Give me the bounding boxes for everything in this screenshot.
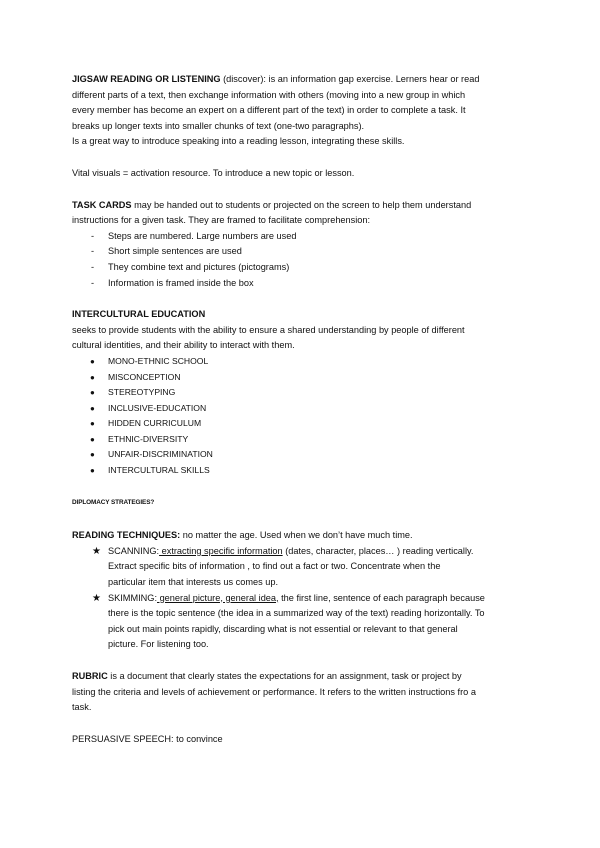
task-cards-title: TASK CARDS [72, 199, 132, 210]
task-cards-list [72, 229, 532, 291]
list-item [72, 370, 532, 386]
jigsaw-paragraph-line: breaks up longer texts into smaller chunks of text (one-two paragraphs). [72, 120, 365, 131]
jigsaw-title: JIGSAW READING OR LISTENING [72, 74, 221, 84]
list-item-text: They combine text and pictures (pictograms) [108, 261, 290, 272]
intercultural-list [72, 354, 532, 479]
bullet-icon: ● [90, 450, 95, 460]
list-item-text: INTERCULTURAL SKILLS [108, 465, 210, 476]
dash-marker: - [91, 246, 95, 257]
reading-intro-line [72, 528, 532, 544]
bullet-icon: ● [90, 434, 95, 444]
bullet-icon: ● [90, 372, 95, 382]
bullet-icon: ● [90, 388, 95, 398]
scanning-item [72, 544, 532, 591]
list-item-text: Steps are numbered. Large numbers are used [108, 230, 297, 241]
task-cards-line [72, 198, 532, 214]
list-item-text: INCLUSIVE-EDUCATION [108, 402, 207, 413]
list-item [72, 260, 532, 276]
bullet-icon: ● [90, 419, 95, 429]
list-item-text: STEREOTYPING [108, 387, 176, 398]
jigsaw-text: (discover): is an information gap exercise. Lerners hear or read [220, 74, 480, 84]
intercultural-section [72, 307, 532, 479]
list-item-text: ETHNIC-DIVERSITY [108, 433, 189, 444]
skimming-line: picture. For listening too. [108, 639, 209, 650]
scanning-underlined: extracting specific information [159, 545, 283, 556]
intercultural-line: cultural identities, and their ability to interact with them. [72, 340, 295, 351]
list-item [72, 385, 532, 401]
bullet-icon: ● [90, 403, 95, 413]
list-item-text: MISCONCEPTION [108, 371, 181, 382]
rubric-title: RUBRIC [72, 671, 108, 681]
rubric-line: task. [72, 702, 92, 713]
task-cards-line: instructions for a given task. They are framed to facilitate comprehension: [72, 215, 371, 226]
list-item-text: Information is framed inside the box [108, 277, 254, 288]
jigsaw-paragraph-line [72, 72, 532, 88]
rubric-line [72, 669, 532, 685]
task-cards-text: may be handed out to students or projected on the screen to help them understand [131, 199, 472, 210]
skimming-line: pick out main points rapidly, discarding what is not essential or relevant to that general [108, 623, 458, 634]
diplomacy-heading: DIPLOMACY STRATEGIES? [72, 498, 155, 506]
scanning-line: Extract specific bits of information , to find out a fact or two. Concentrate when the [108, 561, 441, 572]
dash-marker: - [91, 277, 95, 288]
list-item-text: Short simple sentences are used [108, 246, 242, 257]
reading-title: READING TECHNIQUES: [72, 530, 181, 541]
jigsaw-paragraph-line: Is a great way to introduce speaking into a reading lesson, integrating these skills. [72, 136, 405, 147]
star-icon: ★ [92, 545, 101, 557]
star-icon: ★ [92, 592, 101, 604]
list-item [72, 447, 532, 463]
list-item [72, 244, 532, 260]
vital-visuals-paragraph: Vital visuals = activation resource. To introduce a new topic or lesson. [72, 167, 355, 178]
skimming-item [72, 591, 532, 653]
jigsaw-paragraph-line: different parts of a text, then exchange information with others (moving into a new group in which [72, 89, 466, 100]
skimming-line [108, 591, 532, 607]
list-item [72, 463, 532, 479]
dash-marker: - [91, 261, 95, 272]
jigsaw-paragraph-line: every member has become an expert on a different part of the text) in order to complete a task. It [72, 105, 466, 116]
list-item [72, 432, 532, 448]
rubric-section [72, 669, 532, 716]
scanning-label: SCANNING: [108, 545, 160, 556]
dash-marker: - [91, 230, 95, 241]
list-item [72, 354, 532, 370]
skimming-underlined: general picture, general idea, [157, 592, 279, 603]
scanning-rest: (dates, character, places… ) reading vertically. [282, 545, 474, 556]
rubric-line: listing the criteria and levels of achievement or performance. It refers to the written instructions fro a [72, 686, 476, 697]
list-item [72, 416, 532, 432]
skimming-rest: the first line, sentence of each paragraph because [278, 592, 485, 603]
skimming-line: there is the topic sentence (the idea in a summarized way of the text) reading horizontally. To [108, 608, 485, 619]
document-page [72, 72, 532, 747]
reading-techniques-section [72, 528, 532, 653]
intercultural-line: seeks to provide students with the ability to ensure a shared understanding by people of different [72, 324, 465, 335]
list-item-text: HIDDEN CURRICULUM [108, 418, 202, 429]
jigsaw-section [72, 72, 532, 150]
bullet-icon: ● [90, 356, 95, 366]
persuasive-speech-line: PERSUASIVE SPEECH: to convince [72, 733, 223, 744]
rubric-text: is a document that clearly states the expectations for an assignment, task or project by [107, 671, 462, 681]
list-item [72, 401, 532, 417]
list-item-text: UNFAIR-DISCRIMINATION [108, 449, 213, 460]
task-cards-section [72, 198, 532, 292]
intercultural-title: INTERCULTURAL EDUCATION [72, 309, 206, 320]
list-item-text: MONO-ETHNIC SCHOOL [108, 355, 209, 366]
scanning-line: particular item that interests us comes up. [108, 577, 279, 588]
list-item [72, 229, 532, 245]
skimming-label: SKIMMING: [108, 592, 158, 603]
list-item [72, 276, 532, 292]
bullet-icon: ● [90, 466, 95, 476]
reading-intro-text: no matter the age. Used when we don’t have much time. [180, 530, 413, 541]
scanning-line [108, 544, 532, 560]
